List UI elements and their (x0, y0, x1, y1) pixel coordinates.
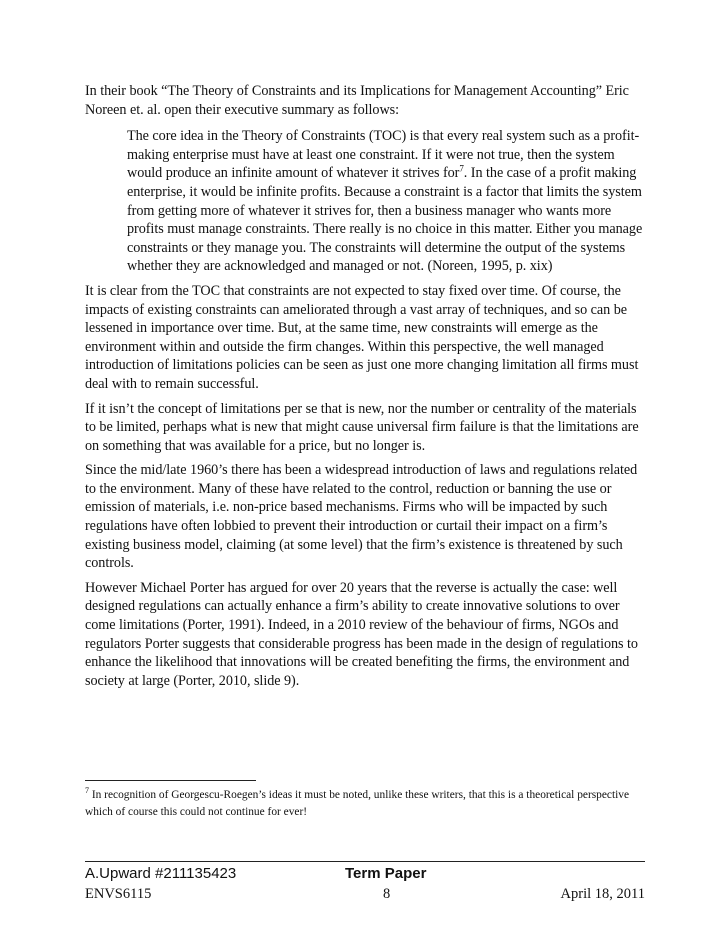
footnote-number: 7 (85, 786, 89, 796)
quote-text-part-2: . In the case of a profit making enterprise, it would be infinite profits. Because a constraint is a factor that limits the system from getting more of whatever it strives for, then a business manager who wants more profits must manage constraints. There really is no choice in this matter. Either you manage constraints or they manage you. The constraints will determine the output of the systems whether they are acknowledged and managed or not. (Noreen, 1995, p. xix) (127, 165, 643, 275)
footer-divider (85, 861, 645, 862)
footer-row-2 (85, 885, 645, 905)
page-number: 8 (383, 886, 391, 902)
footnote-separator (85, 780, 256, 781)
footer-row-1 (85, 865, 645, 885)
footer-course: ENVS6115 (85, 886, 152, 902)
footer-author: A.Upward #211135423 (85, 865, 237, 882)
page-footer (85, 865, 645, 909)
footnote (85, 787, 645, 821)
footer-date: April 18, 2011 (560, 886, 645, 902)
paragraph-toc-constraints: It is clear from the TOC that constraints are not expected to stay fixed over time. Of course, the impacts of existing constraints can ameliorated through a vast array of techniques, and so can be lessened in importance over time. But, at the same time, new constraints will emerge as the environment within and outside the firm changes. Within this perspective, the well managed introduction of limitations policies can be seen as just one more changing limitation all firms must deal with to remain successful. (85, 282, 639, 392)
body-text (85, 82, 645, 696)
paragraph-porter: However Michael Porter has argued for over 20 years that the reverse is actually the case: well designed regulations can actually enhance a firm’s ability to create innovative solutions to over come limitations (Porter, 1991). Indeed, in a 2010 review of the behaviour of firms, NGOs and regulators Porter suggests that considerable progress has been made in the design of regulations to enhance the likelihood that innovations will be created benefiting the firms, the environment and society at large (Porter, 2010, slide 9). (85, 579, 638, 689)
paragraph-limitations: If it isn’t the concept of limitations per se that is new, nor the number or centrality of the materials to be limited, perhaps what is new that might cause universal firm failure is that the limitations are on something that was available for a price, but no longer is. (85, 400, 639, 454)
quote-text-part-1: The core idea in the Theory of Constraints (TOC) is that every real system such as a profit-making enterprise must have at least one constraint. If it were not true, then the system would produce an infinite amount of whatever it strives for (127, 128, 640, 182)
paragraph-regulations-history: Since the mid/late 1960’s there has been a widespread introduction of laws and regulations related to the environment. Many of these have related to the control, reduction or banning the use or emission of materials, i.e. non-price based mechanisms. Firms who will be impacted by such regulations have often lobbied to prevent their introduction or curtail their impact on a firm’s existing business model, claiming (at some level) that the firm’s existence is threatened by such controls. (85, 462, 638, 572)
footer-doc-type: Term Paper (345, 865, 427, 882)
footnote-text: In recognition of Georgescu-Roegen’s ideas it must be noted, unlike these writers, that this is a theoretical perspective which of course this could not continue for ever! (85, 789, 630, 818)
block-quote (127, 127, 645, 276)
footnote-reference[interactable]: 7 (459, 163, 464, 174)
intro-paragraph: In their book “The Theory of Constraints and its Implications for Management Accounting” Eric Noreen et. al. open their executive summary as follows: (85, 83, 629, 118)
